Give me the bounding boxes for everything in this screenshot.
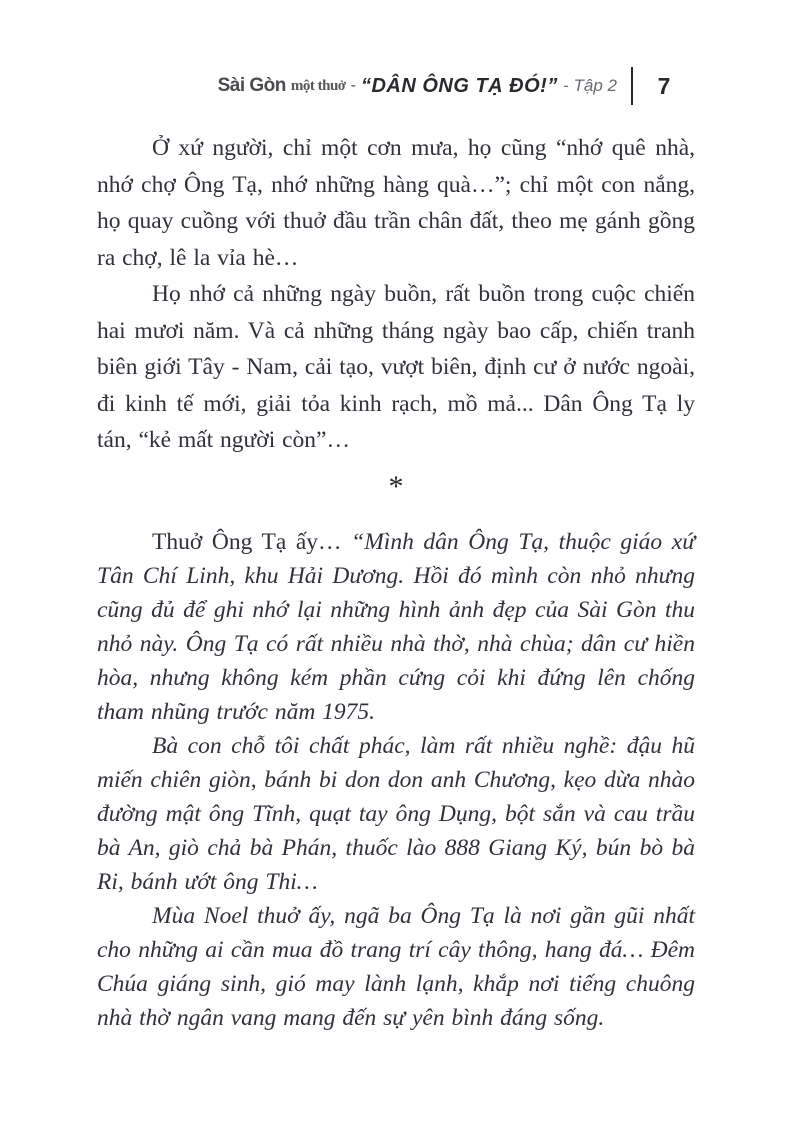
paragraph-1: Ở xứ người, chỉ một cơn mưa, họ cũng “nhớ quê nhà, nhớ chợ Ông Tạ, nhớ những hàng quà…”; chỉ một con nắng, họ quay cuồng với thuở đầu trần chân đất, theo mẹ gánh gồng ra chợ, lê la vỉa hè… <box>97 135 695 271</box>
paragraph-3-quote: “Mình dân Ông Tạ, thuộc giáo xứ Tân Chí Linh, khu Hải Dương. Hồi đó mình còn nhỏ nhưng cũng đủ để ghi nhớ lại những hình ảnh đẹp của Sài Gòn thu nhỏ này. Ông Tạ có rất nhiều nhà thờ, nhà chùa; dân cư hiền hòa, nhưng không kém phần cứng cỏi khi đứng lên chống tham nhũng trước năm 1975. <box>97 528 696 725</box>
paragraph-3 <box>97 525 695 729</box>
page-number: 7 <box>657 72 671 99</box>
paragraph-2: Họ nhớ cả những ngày buồn, rất buồn trong cuộc chiến hai mươi năm. Và cả những tháng ngày bao cấp, chiến tranh biên giới Tây - Nam, cải tạo, vượt biên, định cư ở nước ngoài, đi kinh tế mới, giải tỏa kinh rạch, mồ mả... Dân Ông Tạ ly tán, “kẻ mất người còn”… <box>97 281 695 453</box>
volume-label: Tập 2 <box>573 76 617 95</box>
paragraph-3-lead: Thuở Ông Tạ ấy… <box>152 528 352 555</box>
paragraph-5: Mùa Noel thuở ấy, ngã ba Ông Tạ là nơi gần gũi nhất cho những ai cần mua đồ trang trí cây thông, hang đá… Đêm Chúa giáng sinh, gió may lành lạnh, khắp nơi tiếng chuông nhà thờ ngân vang mang đến sự yên bình đáng sống. <box>97 902 695 1031</box>
book-title: “DÂN ÔNG TẠ ĐÓ!” <box>360 74 558 97</box>
series-subtitle: một thuở <box>290 77 346 94</box>
header-dash-2: - <box>562 76 569 95</box>
header-dash-1: - <box>350 77 356 94</box>
asterisk-divider: * <box>388 469 404 503</box>
paragraph-4: Bà con chỗ tôi chất phác, làm rất nhiều nghề: đậu hũ miến chiên giòn, bánh bi don don anh Chương, kẹo dừa nhào đường mật ông Tĩnh, quạt tay ông Dụng, bột sắn và cau trầu bà An, giò chả bà Phán, thuốc lào 888 Giang Ký, bún bò bà Ri, bánh ướt ông Thi… <box>97 732 695 895</box>
running-header <box>97 66 695 106</box>
page-text-block <box>97 130 695 1035</box>
series-title: Sài Gòn <box>217 75 286 96</box>
